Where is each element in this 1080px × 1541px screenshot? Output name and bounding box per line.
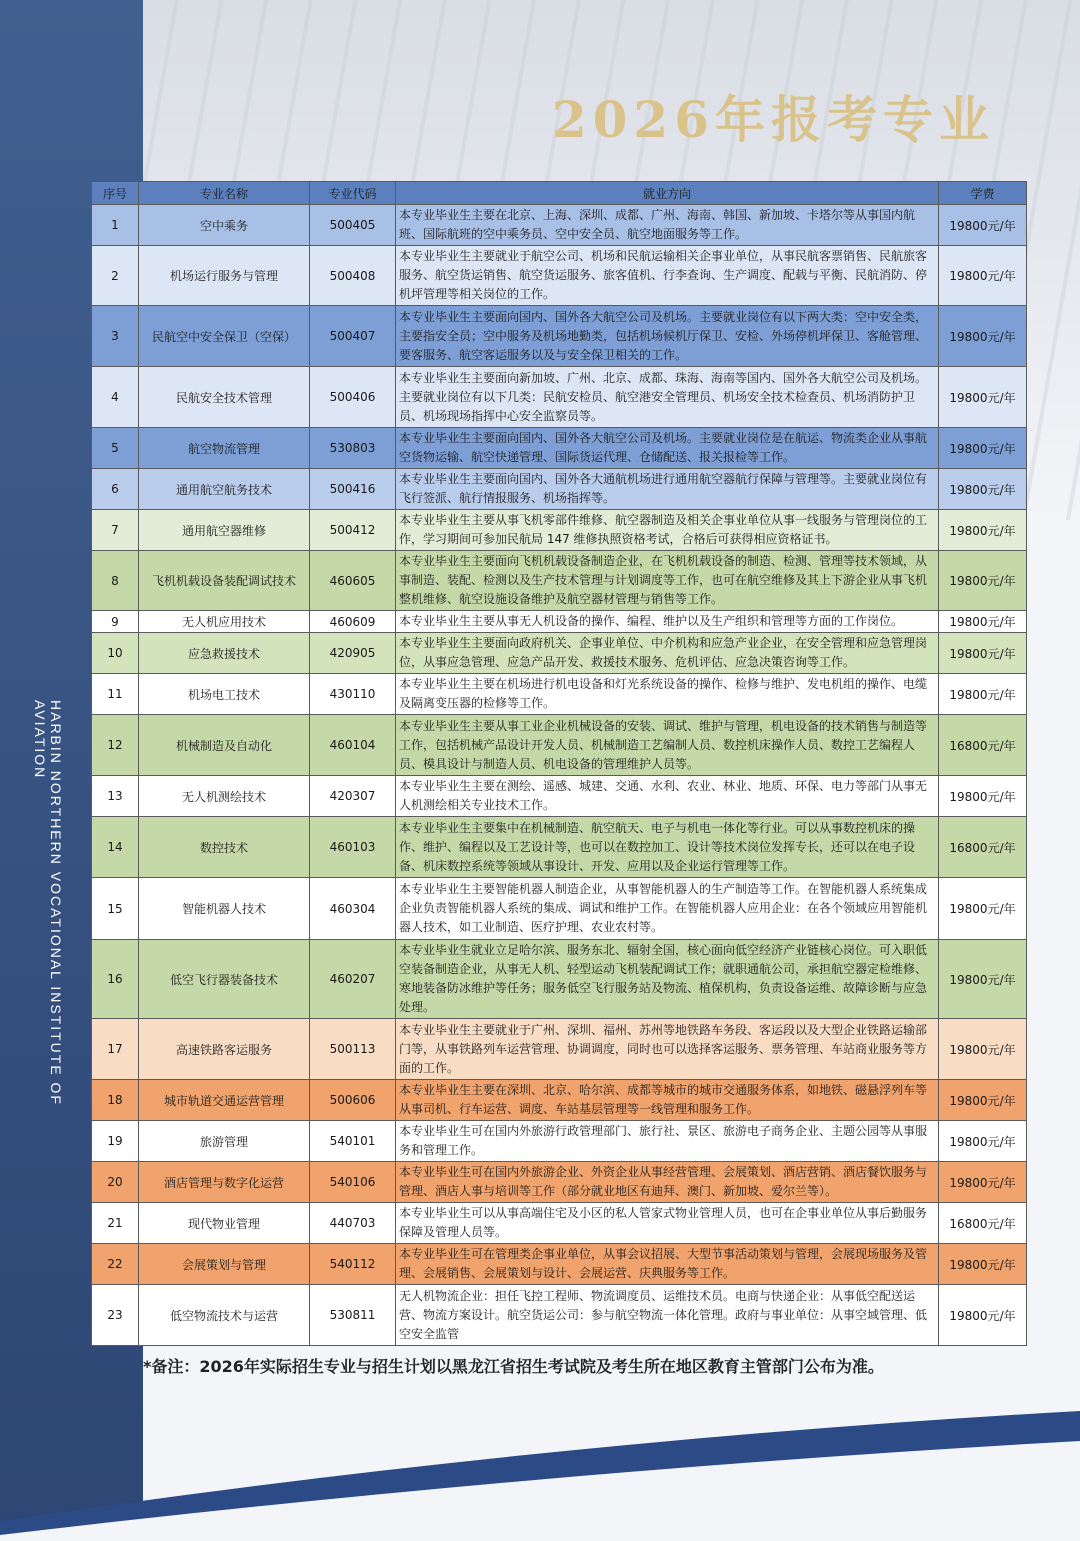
- major-table: [91, 181, 1027, 1346]
- major-code: 500412: [310, 510, 396, 551]
- major-name: 民航空中安全保卫（空保）: [139, 306, 310, 367]
- tuition-fee: 19800元/年: [939, 367, 1027, 428]
- tuition-fee: 19800元/年: [939, 1121, 1027, 1162]
- major-code: 420307: [310, 776, 396, 817]
- major-name: 民航安全技术管理: [139, 367, 310, 428]
- tuition-fee: 19800元/年: [939, 469, 1027, 510]
- tuition-fee: 19800元/年: [939, 306, 1027, 367]
- tuition-fee: 19800元/年: [939, 246, 1027, 306]
- row-number: 7: [92, 510, 139, 551]
- table-row: [92, 878, 1027, 940]
- row-number: 11: [92, 674, 139, 715]
- row-number: 3: [92, 306, 139, 367]
- table-header-row: [92, 182, 1027, 205]
- table-row: [92, 776, 1027, 817]
- major-name: 高速铁路客运服务: [139, 1019, 310, 1080]
- major-name: 机械制造及自动化: [139, 715, 310, 776]
- tuition-fee: 19800元/年: [939, 1244, 1027, 1285]
- major-code: 500406: [310, 367, 396, 428]
- tuition-fee: 19800元/年: [939, 633, 1027, 674]
- table-row: [92, 469, 1027, 510]
- major-name: 城市轨道交通运营管理: [139, 1080, 310, 1121]
- major-code: 530811: [310, 1285, 396, 1346]
- row-number: 23: [92, 1285, 139, 1346]
- row-number: 22: [92, 1244, 139, 1285]
- employment-direction: 本专业毕业生主要面向国内、国外各大通航机场进行通用航空器航行保障与管理等。主要就业岗位有飞行签派、航行情报服务、机场指挥等。: [396, 469, 939, 510]
- employment-direction: 无人机物流企业：担任飞控工程师、物流调度员、运维技术员。电商与快递企业：从事低空配送运营、物流方案设计。航空货运公司：参与航空物流一体化管理。政府与事业单位：从事空域管理、低空安全监管: [396, 1285, 939, 1346]
- major-code: 540112: [310, 1244, 396, 1285]
- major-name: 无人机应用技术: [139, 611, 310, 633]
- major-code: 540106: [310, 1162, 396, 1203]
- employment-direction: 本专业毕业生主要就业于广州、深圳、福州、苏州等地铁路车务段、客运段以及大型企业铁路运输部门等，从事铁路列车运营管理、协调调度，同时也可以选择客运服务、票务管理、车站商业服务等方面的工作。: [396, 1019, 939, 1080]
- tuition-fee: 19800元/年: [939, 1162, 1027, 1203]
- header-name: 专业名称: [139, 182, 310, 205]
- table-row: [92, 246, 1027, 306]
- header-no: 序号: [92, 182, 139, 205]
- bottom-decoration: [0, 1401, 1080, 1541]
- tuition-fee: 19800元/年: [939, 1285, 1027, 1346]
- major-name: 会展策划与管理: [139, 1244, 310, 1285]
- side-institute-name: HARBIN NORTHERN VOCATIONAL INSTITUTE OF AVIATION: [32, 700, 64, 1106]
- page-title: 2026年报考专业: [551, 90, 995, 149]
- employment-direction: 本专业毕业生主要集中在机械制造、航空航天、电子与机电一体化等行业。可以从事数控机床的操作、维护、编程以及工艺设计等，也可以在数控加工、设计等技术岗位发挥专长，还可以在电子设备、机床数控系统等领域从事设计、开发、应用以及企业运行管理等工作。: [396, 817, 939, 878]
- tuition-fee: 19800元/年: [939, 1080, 1027, 1121]
- major-name: 机场运行服务与管理: [139, 246, 310, 306]
- major-code: 460605: [310, 551, 396, 611]
- table-row: [92, 1285, 1027, 1346]
- major-code: 460609: [310, 611, 396, 633]
- table-row: [92, 1019, 1027, 1080]
- row-number: 10: [92, 633, 139, 674]
- table-row: [92, 428, 1027, 469]
- tuition-fee: 19800元/年: [939, 205, 1027, 246]
- employment-direction: 本专业毕业生主要在测绘、遥感、城建、交通、水利、农业、林业、地质、环保、电力等部门从事无人机测绘相关专业技术工作。: [396, 776, 939, 817]
- tuition-fee: 16800元/年: [939, 817, 1027, 878]
- major-code: 430110: [310, 674, 396, 715]
- row-number: 12: [92, 715, 139, 776]
- table-row: [92, 611, 1027, 633]
- major-name: 低空飞行器装备技术: [139, 940, 310, 1019]
- employment-direction: 本专业毕业生主要面向新加坡、广州、北京、成都、珠海、海南等国内、国外各大航空公司及机场。主要就业岗位有以下几类：民航安检员、航空港安全管理员、机场安全技术检查员、机场消防护卫员、机场现场指挥中心安全监察员等。: [396, 367, 939, 428]
- table-row: [92, 1203, 1027, 1244]
- major-name: 航空物流管理: [139, 428, 310, 469]
- header-code: 专业代码: [310, 182, 396, 205]
- major-code: 500405: [310, 205, 396, 246]
- header-direction: 就业方向: [396, 182, 939, 205]
- major-code: 500407: [310, 306, 396, 367]
- tuition-fee: 19800元/年: [939, 1019, 1027, 1080]
- major-name: 应急救援技术: [139, 633, 310, 674]
- major-name: 飞机机载设备装配调试技术: [139, 551, 310, 611]
- tuition-fee: 19800元/年: [939, 510, 1027, 551]
- employment-direction: 本专业毕业生主要从事工业企业机械设备的安装、调试、维护与管理，机电设备的技术销售与制造等工作，包括机械产品设计开发人员、机械制造工艺编制人员、数控机床操作人员、数控工艺编程人员、模具设计与制造人员、机电设备的管理维护人员等。: [396, 715, 939, 776]
- row-number: 6: [92, 469, 139, 510]
- major-name: 低空物流技术与运营: [139, 1285, 310, 1346]
- tuition-fee: 16800元/年: [939, 715, 1027, 776]
- employment-direction: 本专业毕业生主要就业于航空公司、机场和民航运输相关企事业单位，从事民航客票销售、民航旅客服务、航空货运销售、航空货运服务、旅客值机、行李查询、生产调度、配载与平衡、民航消防、停机坪管理等相关岗位的工作。: [396, 246, 939, 306]
- row-number: 8: [92, 551, 139, 611]
- table-row: [92, 633, 1027, 674]
- row-number: 14: [92, 817, 139, 878]
- major-name: 智能机器人技术: [139, 878, 310, 940]
- major-code: 500416: [310, 469, 396, 510]
- table-row: [92, 715, 1027, 776]
- row-number: 18: [92, 1080, 139, 1121]
- table-row: [92, 551, 1027, 611]
- employment-direction: 本专业毕业生主要面向国内、国外各大航空公司及机场。主要就业岗位是在航运、物流类企业从事航空货物运输、航空快递管理、国际货运代理、仓储配送、报关报检等工作。: [396, 428, 939, 469]
- table-row: [92, 306, 1027, 367]
- row-number: 20: [92, 1162, 139, 1203]
- table-row: [92, 817, 1027, 878]
- major-table-container: [91, 181, 1026, 1346]
- employment-direction: 本专业毕业生主要面向飞机机载设备制造企业，在飞机机载设备的制造、检测、管理等技术领域，从事制造、装配、检测以及生产技术管理与计划调度等工作，也可在航空维修及其上下游企业从事飞机整机维修、航空设施设备维护及航空器材管理与销售等工作。: [396, 551, 939, 611]
- employment-direction: 本专业毕业生主要在深圳、北京、哈尔滨、成都等城市的城市交通服务体系，如地铁、磁悬浮列车等从事司机、行车运营、调度、车站基层管理等一线管理和服务工作。: [396, 1080, 939, 1121]
- row-number: 17: [92, 1019, 139, 1080]
- major-code: 460104: [310, 715, 396, 776]
- employment-direction: 本专业毕业生主要从事飞机零部件维修、航空器制造及相关企事业单位从事一线服务与管理岗位的工作，学习期间可参加民航局 147 维修执照资格考试，合格后可获得相应资格证书。: [396, 510, 939, 551]
- major-code: 500606: [310, 1080, 396, 1121]
- employment-direction: 本专业毕业生主要在机场进行机电设备和灯光系统设备的操作、检修与维护、发电机组的操作、电缆及隔离变压器的检修等工作。: [396, 674, 939, 715]
- employment-direction: 本专业毕业生可以从事高端住宅及小区的私人管家式物业管理人员，也可在企事业单位从事后勤服务保障及管理人员等。: [396, 1203, 939, 1244]
- row-number: 21: [92, 1203, 139, 1244]
- tuition-fee: 19800元/年: [939, 428, 1027, 469]
- employment-direction: 本专业毕业生主要在北京、上海、深圳、成都、广州、海南、韩国、新加坡、卡塔尔等从事国内航班、国际航班的空中乘务员、空中安全员、航空地面服务等工作。: [396, 205, 939, 246]
- row-number: 15: [92, 878, 139, 940]
- major-name: 机场电工技术: [139, 674, 310, 715]
- row-number: 1: [92, 205, 139, 246]
- major-code: 440703: [310, 1203, 396, 1244]
- employment-direction: 本专业毕业生可在管理类企事业单位，从事会议招展、大型节事活动策划与管理，会展现场服务及管理、会展销售、会展策划与设计、会展运营、庆典服务等工作。: [396, 1244, 939, 1285]
- major-code: 420905: [310, 633, 396, 674]
- employment-direction: 本专业毕业生可在国内外旅游企业、外资企业从事经营管理、会展策划、酒店营销、酒店餐饮服务与管理、酒店人事与培训等工作（部分就业地区有迪拜、澳门、新加坡、爱尔兰等）。: [396, 1162, 939, 1203]
- employment-direction: 本专业毕业生主要面向国内、国外各大航空公司及机场。主要就业岗位有以下两大类：空中安全类，主要指安全员；空中服务及机场地勤类，包括机场候机厅保卫、安检、外场停机坪保卫、客舱管理、要客服务、航空客运服务以及与安全保卫相关的工作。: [396, 306, 939, 367]
- table-row: [92, 1162, 1027, 1203]
- major-name: 无人机测绘技术: [139, 776, 310, 817]
- table-row: [92, 367, 1027, 428]
- row-number: 19: [92, 1121, 139, 1162]
- major-name: 酒店管理与数字化运营: [139, 1162, 310, 1203]
- major-name: 通用航空器维修: [139, 510, 310, 551]
- major-code: 540101: [310, 1121, 396, 1162]
- major-name: 通用航空航务技术: [139, 469, 310, 510]
- row-number: 13: [92, 776, 139, 817]
- major-name: 数控技术: [139, 817, 310, 878]
- employment-direction: 本专业毕业生主要从事无人机设备的操作、编程、维护以及生产组织和管理等方面的工作岗位。: [396, 611, 939, 633]
- employment-direction: 本专业毕业生主要面向政府机关、企事业单位、中介机构和应急产业企业，在安全管理和应急管理岗位，从事应急管理、应急产品开发、救援技术服务、危机评估、应急决策咨询等工作。: [396, 633, 939, 674]
- table-row: [92, 1080, 1027, 1121]
- footnote: *备注：2026年实际招生专业与招生计划以黑龙江省招生考试院及考生所在地区教育主管部门公布为准。: [143, 1357, 884, 1376]
- major-code: 460103: [310, 817, 396, 878]
- table-row: [92, 1244, 1027, 1285]
- tuition-fee: 19800元/年: [939, 674, 1027, 715]
- row-number: 5: [92, 428, 139, 469]
- tuition-fee: 19800元/年: [939, 940, 1027, 1019]
- employment-direction: 本专业毕业生就业立足哈尔滨、服务东北、辐射全国，核心面向低空经济产业链核心岗位。可入职低空装备制造企业，从事无人机、轻型运动飞机装配调试工作；就职通航公司，承担航空器定检维修、寒地装备防冰维护等任务；服务低空飞行服务站及物流、植保机构，负责设备运维、故障诊断与应急处理。: [396, 940, 939, 1019]
- tuition-fee: 16800元/年: [939, 1203, 1027, 1244]
- table-row: [92, 940, 1027, 1019]
- table-row: [92, 674, 1027, 715]
- row-number: 4: [92, 367, 139, 428]
- major-code: 460207: [310, 940, 396, 1019]
- major-name: 旅游管理: [139, 1121, 310, 1162]
- major-code: 530803: [310, 428, 396, 469]
- major-code: 500408: [310, 246, 396, 306]
- employment-direction: 本专业毕业生主要智能机器人制造企业，从事智能机器人的生产制造等工作。在智能机器人系统集成企业负责智能机器人系统的集成、调试和维护工作。在智能机器人应用企业：在各个领域应用智能机器人技术，如工业制造、医疗护理、农业农村等。: [396, 878, 939, 940]
- row-number: 16: [92, 940, 139, 1019]
- major-name: 现代物业管理: [139, 1203, 310, 1244]
- row-number: 9: [92, 611, 139, 633]
- tuition-fee: 19800元/年: [939, 776, 1027, 817]
- tuition-fee: 19800元/年: [939, 611, 1027, 633]
- tuition-fee: 19800元/年: [939, 551, 1027, 611]
- major-code: 460304: [310, 878, 396, 940]
- tuition-fee: 19800元/年: [939, 878, 1027, 940]
- table-row: [92, 1121, 1027, 1162]
- major-code: 500113: [310, 1019, 396, 1080]
- employment-direction: 本专业毕业生可在国内外旅游行政管理部门、旅行社、景区、旅游电子商务企业、主题公园等从事服务和管理工作。: [396, 1121, 939, 1162]
- row-number: 2: [92, 246, 139, 306]
- header-fee: 学费: [939, 182, 1027, 205]
- table-row: [92, 510, 1027, 551]
- table-row: [92, 205, 1027, 246]
- major-name: 空中乘务: [139, 205, 310, 246]
